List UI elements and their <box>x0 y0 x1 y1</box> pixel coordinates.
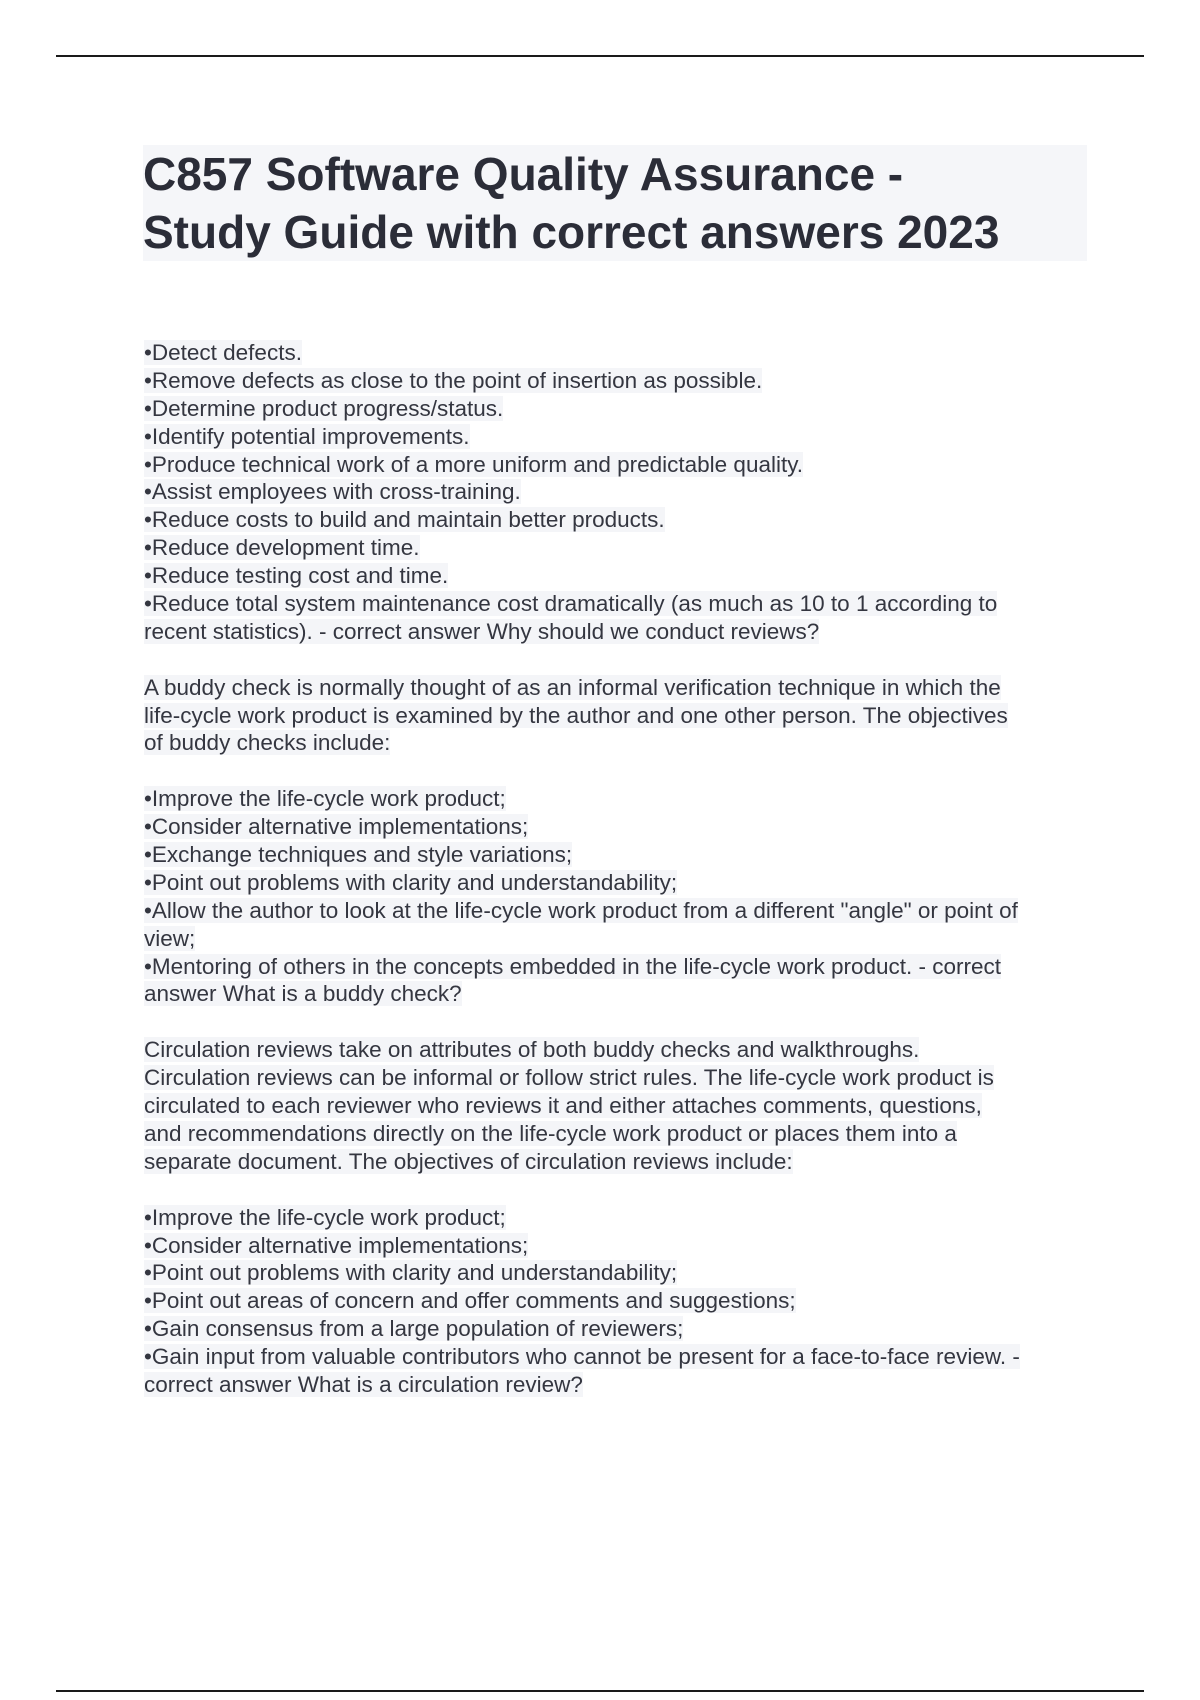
text-line: •Improve the life-cycle work product; <box>144 786 506 812</box>
text-line: •Improve the life-cycle work product; <box>144 1204 506 1230</box>
text-line: and recommendations directly on the life-cycle work product or places them into a <box>144 1120 957 1146</box>
text-line: •Consider alternative implementations; <box>144 814 529 840</box>
paragraph-buddy-check-objectives <box>144 785 1094 1008</box>
document-body <box>144 339 1094 1399</box>
text-line: recent statistics). - correct answer Why should we conduct reviews? <box>144 618 820 644</box>
text-line: •Assist employees with cross-training. <box>144 479 521 505</box>
text-line: •Point out problems with clarity and understandability; <box>144 1260 678 1286</box>
text-line: circulated to each reviewer who reviews it and either attaches comments, questions, <box>144 1093 982 1119</box>
text-line: •Reduce testing cost and time. <box>144 563 449 589</box>
paragraph-circulation-intro <box>144 1036 1094 1175</box>
document-title <box>143 145 1087 261</box>
text-line: •Exchange techniques and style variations; <box>144 842 573 868</box>
text-line: •Reduce costs to build and maintain better products. <box>144 507 665 533</box>
title-line: C857 Software Quality Assurance - <box>143 148 904 200</box>
paragraph-gap <box>144 1008 1094 1036</box>
text-line: •Determine product progress/status. <box>144 395 504 421</box>
paragraph-gap <box>144 646 1094 674</box>
bottom-rule <box>56 1690 1144 1692</box>
text-line: •Detect defects. <box>144 340 302 365</box>
text-line: •Gain consensus from a large population of reviewers; <box>144 1316 684 1342</box>
text-line: correct answer What is a circulation review? <box>144 1371 583 1397</box>
text-line: •Reduce total system maintenance cost dramatically (as much as 10 to 1 according to <box>144 591 998 617</box>
text-line: •Mentoring of others in the concepts embedded in the life-cycle work product. - correct <box>144 953 1002 979</box>
text-line: life-cycle work product is examined by the author and one other person. The objectives <box>144 702 1008 728</box>
text-line: •Consider alternative implementations; <box>144 1232 529 1258</box>
text-line: Circulation reviews can be informal or follow strict rules. The life-cycle work product is <box>144 1065 994 1091</box>
text-line: separate document. The objectives of circulation reviews include: <box>144 1148 793 1174</box>
paragraph-circulation-objectives <box>144 1204 1094 1399</box>
text-line: •Produce technical work of a more uniform and predictable quality. <box>144 451 804 477</box>
text-line: Circulation reviews take on attributes of both buddy checks and walkthroughs. <box>144 1037 920 1063</box>
text-line: •Allow the author to look at the life-cycle work product from a different "angle" or point of <box>144 897 1018 923</box>
top-rule <box>56 55 1144 57</box>
paragraph-why-reviews <box>144 339 1094 646</box>
text-line: answer What is a buddy check? <box>144 981 462 1007</box>
text-line: •Point out areas of concern and offer comments and suggestions; <box>144 1288 796 1314</box>
text-line: •Gain input from valuable contributors who cannot be present for a face-to-face review. - <box>144 1344 1020 1370</box>
paragraph-buddy-check-intro <box>144 674 1094 758</box>
text-line: of buddy checks include: <box>144 730 391 756</box>
text-line: A buddy check is normally thought of as an informal verification technique in which the <box>144 674 1001 700</box>
text-line: •Remove defects as close to the point of insertion as possible. <box>144 367 763 393</box>
text-line: •Point out problems with clarity and understandability; <box>144 869 678 895</box>
paragraph-gap <box>144 1176 1094 1204</box>
text-line: •Identify potential improvements. <box>144 423 470 449</box>
title-line: Study Guide with correct answers 2023 <box>143 206 1000 258</box>
text-line: view; <box>144 925 196 951</box>
paragraph-gap <box>144 757 1094 785</box>
text-line: •Reduce development time. <box>144 535 420 561</box>
